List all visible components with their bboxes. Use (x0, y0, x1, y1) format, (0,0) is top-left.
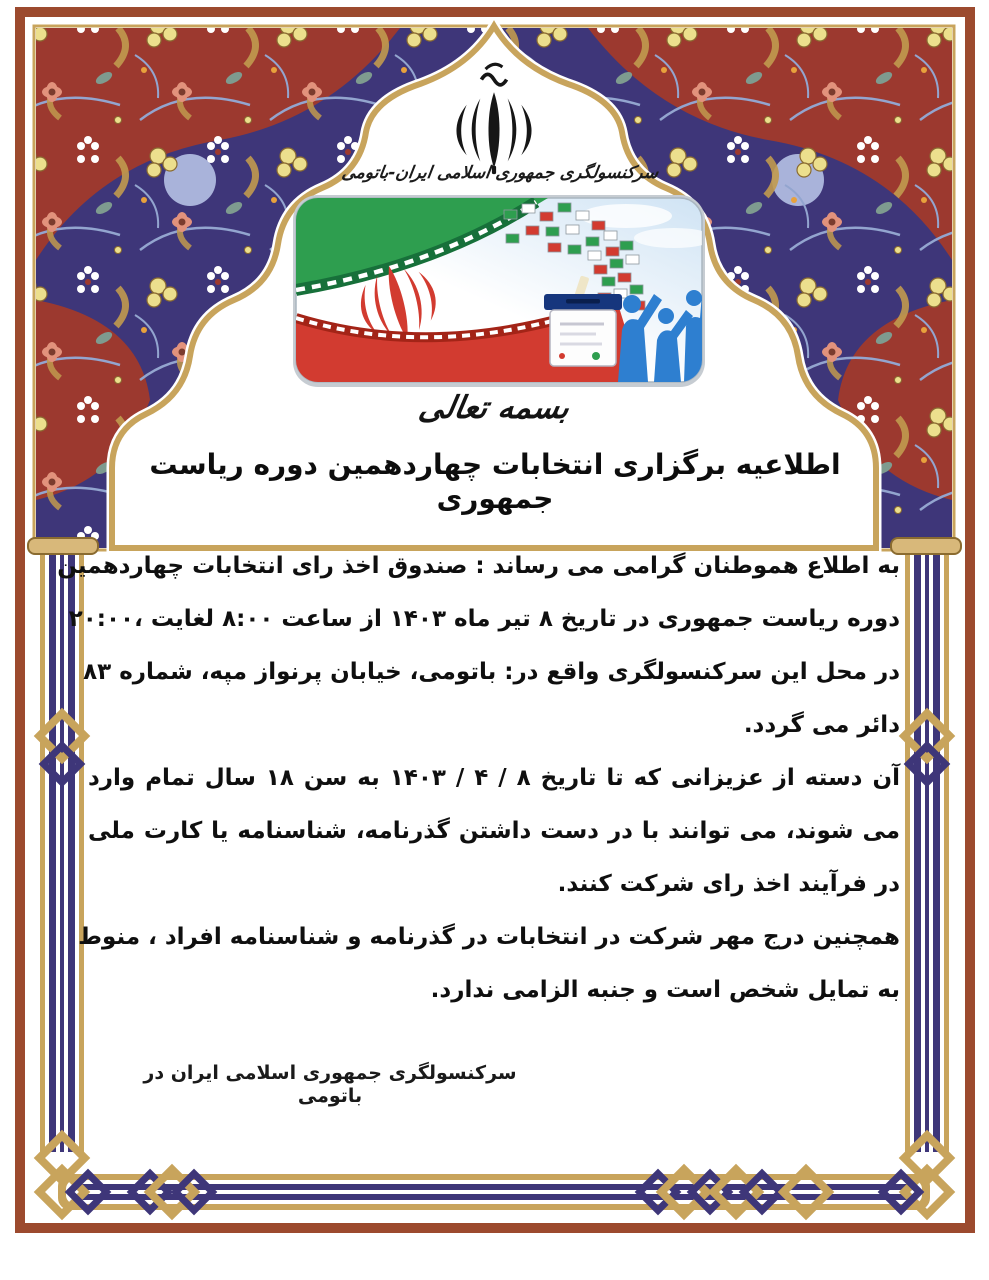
notice-title: اطلاعیه برگزاری انتخابات چهاردهمین دوره ریاست جمهوری (149, 448, 841, 515)
notice-body (57, 540, 900, 1017)
body-line: در محل این سرکنسولگری واقع در: باتومی، خیابان پرنواز مپه، شماره ۸۳ (83, 659, 900, 685)
consulate-header-calligraphy: سرکنسولگری جمهوری اسلامی ایران-باتومی (340, 163, 660, 183)
body-line: آن دسته از عزیزانی که تا تاریخ ۸ / ۴ / ۱۴۰۳ به سن ۱۸ سال تمام وارد (88, 765, 900, 791)
bottom-knot-border (39, 1135, 949, 1214)
body-line: دوره ریاست جمهوری در تاریخ ۸ تیر ماه ۱۴۰۳ از ساعت ۸:۰۰ لغایت ،۲۰:۰۰ (68, 606, 900, 632)
iran-emblem-icon (456, 64, 531, 174)
body-line: همچنین درج مهر شرکت در انتخابات در گذرنامه و شناسنامه افراد ، منوط (78, 924, 900, 950)
body-line: به تمایل شخص است و جنبه الزامی ندارد. (430, 977, 900, 1003)
right-ribbon-border (891, 538, 961, 1152)
signature-line: سرکنسولگری جمهوری اسلامی ایران در باتومی (143, 1062, 517, 1107)
body-line: دائر می گردد. (743, 712, 900, 738)
election-banner-image (293, 195, 714, 387)
body-line: در فرآیند اخذ رای شرکت کنند. (557, 871, 900, 897)
bismillah-calligraphy: بسمه تعالی (415, 390, 573, 426)
body-line: به اطلاع هموطنان گرامی می رساند : صندوق اخذ رای انتخابات چهاردهمین (57, 553, 900, 579)
body-line: می شوند، می توانند با در دست داشتن گذرنامه، شناسنامه یا کارت ملی (88, 818, 900, 844)
